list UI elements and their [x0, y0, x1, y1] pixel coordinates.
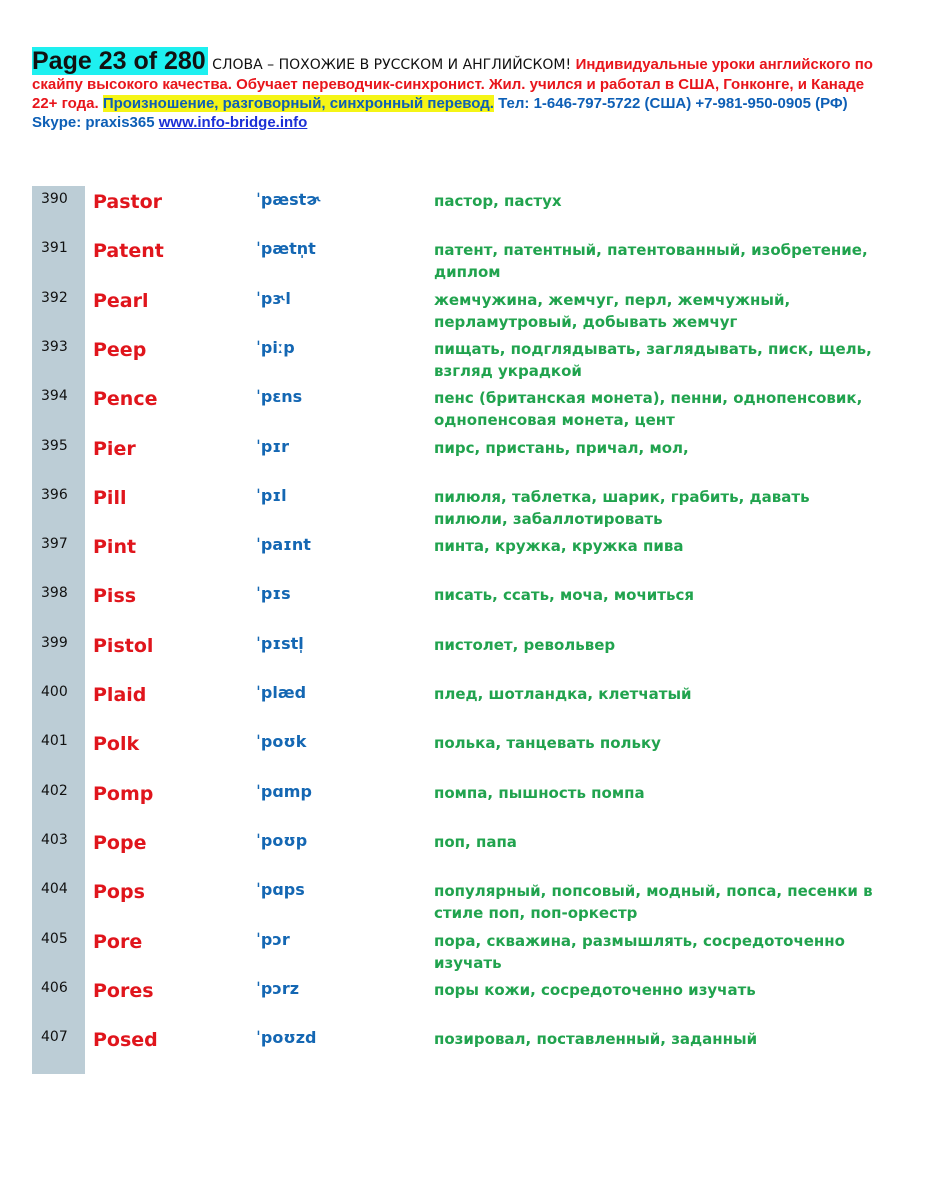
russian-translation: плед, шотландка, клетчатый [434, 685, 692, 703]
table-row [32, 580, 892, 629]
transcription: ˈpɑps [256, 880, 305, 899]
row-number: 394 [41, 388, 68, 404]
row-number: 406 [41, 980, 68, 996]
english-word: Pier [93, 438, 136, 460]
row-number: 392 [41, 290, 68, 306]
row-number: 401 [41, 733, 68, 749]
english-word: Pops [93, 881, 145, 903]
transcription: ˈpɝl [256, 289, 291, 308]
russian-translation: пастор, пастух [434, 192, 562, 210]
row-number: 403 [41, 832, 68, 848]
table-row [32, 531, 892, 580]
promo-highlight: Произношение, разговорный, синхронный перевод. [102, 95, 494, 112]
transcription: ˈplæd [256, 683, 307, 702]
row-number: 391 [41, 240, 68, 256]
table-row [32, 926, 892, 975]
russian-translation: поры кожи, сосредоточенно изучать [434, 981, 756, 999]
table-row [32, 1024, 892, 1073]
transcription: ˈpoʊzd [256, 1028, 317, 1047]
english-word: Piss [93, 585, 137, 607]
table-row [32, 482, 892, 531]
transcription: ˈpaɪnt [256, 535, 311, 554]
russian-translation: полька, танцевать польку [434, 734, 661, 752]
transcription: ˈpɪs [256, 584, 291, 603]
russian-translation: писать, ссать, моча, мочиться [434, 586, 694, 604]
transcription: ˈpɪl [256, 486, 287, 505]
contact-info: Тел: 1-646-797-5722 (США) +7-981-950-0905 (РФ) Skype: praxis365 [32, 95, 848, 131]
english-word: Pomp [93, 783, 154, 805]
row-number: 395 [41, 438, 68, 454]
russian-translation: пищать, подглядывать, заглядывать, писк, щель, взгляд украдкой [434, 340, 872, 380]
row-number: 407 [41, 1029, 68, 1045]
russian-translation: пинта, кружка, кружка пива [434, 537, 684, 555]
table-row [32, 383, 892, 432]
english-word: Peep [93, 339, 147, 361]
transcription: ˈpoʊp [256, 831, 308, 850]
english-word: Pastor [93, 191, 163, 213]
page-title: СЛОВА – ПОХОЖИЕ В РУССКОМ И АНГЛИЙСКОМ! [207, 57, 576, 73]
table-row [32, 876, 892, 925]
row-number: 397 [41, 536, 68, 552]
transcription: ˈpɔr [256, 930, 290, 949]
row-number: 390 [41, 191, 68, 207]
english-word: Pence [93, 388, 158, 410]
table-row [32, 778, 892, 827]
transcription: ˈpiːp [256, 338, 295, 357]
english-word: Pores [93, 980, 154, 1002]
table-row [32, 679, 892, 728]
table-row [32, 235, 892, 284]
table-row [32, 334, 892, 383]
russian-translation: пистолет, револьвер [434, 636, 616, 654]
promo-text: Индивидуальные уроки английского по скайпу высокого качества. Обучает переводчик-синхронист. Жил. учился и работал в США, Гонконге, и Канаде 22+ года. [32, 56, 873, 112]
english-word: Posed [93, 1029, 158, 1051]
page-header [32, 48, 892, 132]
table-row [32, 728, 892, 777]
row-number: 400 [41, 684, 68, 700]
transcription: ˈpɪr [256, 437, 289, 456]
english-word: Plaid [93, 684, 147, 706]
russian-translation: патент, патентный, патентованный, изобретение, диплом [434, 241, 868, 281]
page-number: Page 23 of 280 [32, 47, 206, 75]
row-number: 402 [41, 783, 68, 799]
row-number: 398 [41, 585, 68, 601]
russian-translation: поп, папа [434, 833, 517, 851]
row-number: 405 [41, 931, 68, 947]
english-word: Pistol [93, 635, 154, 657]
english-word: Pill [93, 487, 127, 509]
english-word: Pore [93, 931, 143, 953]
table-row [32, 285, 892, 334]
english-word: Pearl [93, 290, 149, 312]
russian-translation: пилюля, таблетка, шарик, грабить, давать пилюли, забаллотировать [434, 488, 810, 528]
russian-translation: пенс (британская монета), пенни, однопенсовик, однопенсовая монета, цент [434, 389, 863, 429]
website-link[interactable]: www.info-bridge.info [158, 114, 308, 131]
russian-translation: жемчужина, жемчуг, перл, жемчужный, перламутровый, добывать жемчуг [434, 291, 791, 331]
table-row [32, 630, 892, 679]
table-row [32, 827, 892, 876]
row-number: 404 [41, 881, 68, 897]
russian-translation: пирс, пристань, причал, мол, [434, 439, 689, 457]
english-word: Patent [93, 240, 164, 262]
transcription: ˈpɛns [256, 387, 303, 406]
table-row [32, 186, 892, 235]
row-number: 396 [41, 487, 68, 503]
transcription: ˈpæstɚ [256, 190, 321, 209]
english-word: Pint [93, 536, 137, 558]
english-word: Pope [93, 832, 147, 854]
russian-translation: пора, скважина, размышлять, сосредоточенно изучать [434, 932, 845, 972]
english-word: Polk [93, 733, 140, 755]
transcription: ˈpætn̩t [256, 239, 316, 258]
transcription: ˈpoʊk [256, 732, 307, 751]
table-row [32, 975, 892, 1024]
transcription: ˈpɪstl̩ [256, 634, 304, 653]
russian-translation: популярный, попсовый, модный, попса, песенки в стиле поп, поп-оркестр [434, 882, 873, 922]
row-number: 399 [41, 635, 68, 651]
transcription: ˈpɑmp [256, 782, 312, 801]
table-row [32, 433, 892, 482]
russian-translation: помпа, пышность помпа [434, 784, 645, 802]
row-number: 393 [41, 339, 68, 355]
russian-translation: позировал, поставленный, заданный [434, 1030, 758, 1048]
transcription: ˈpɔrz [256, 979, 300, 998]
